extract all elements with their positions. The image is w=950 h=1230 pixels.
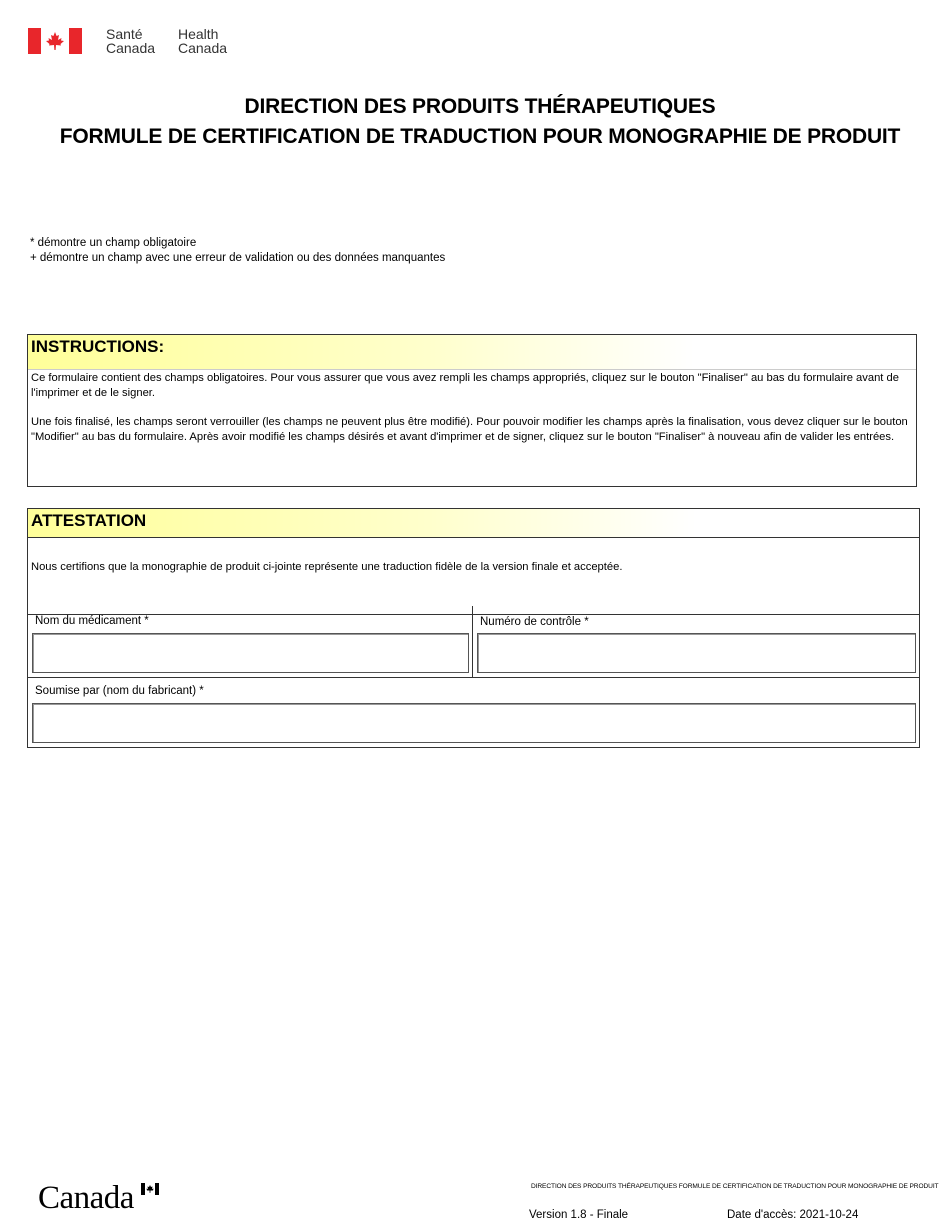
canada-wordmark: Canada <box>38 1180 134 1216</box>
title-line-1: DIRECTION DES PRODUITS THÉRAPEUTIQUES <box>244 95 716 118</box>
signature-en-line2: Canada <box>178 40 228 56</box>
footer-doc-title: DIRECTION DES PRODUITS THÉRAPEUTIQUES FORMULE DE CERTIFICATION DE TRADUCTION POUR MONOGRAPHIE DE PRODUIT <box>531 1183 939 1190</box>
drug-name-label: Nom du médicament * <box>35 615 149 627</box>
legend-error: + démontre un champ avec une erreur de validation ou des données manquantes <box>30 252 446 264</box>
signature-fr-line2: Canada <box>106 40 156 56</box>
control-number-input[interactable] <box>477 633 916 673</box>
footer-access-date: Date d'accès: 2021-10-24 <box>727 1209 859 1221</box>
wordmark-flag-icon <box>141 1183 159 1195</box>
attestation-statement: Nous certifions que la monographie de produit ci-jointe représente une traduction fidèle de la version finale et acceptée. <box>28 538 919 615</box>
field-legend <box>30 236 445 266</box>
form-title <box>0 92 950 152</box>
instructions-section <box>27 334 917 487</box>
submitted-by-label: Soumise par (nom du fabricant) * <box>35 685 204 697</box>
attestation-heading: ATTESTATION <box>28 509 919 538</box>
legend-required: * démontre un champ obligatoire <box>30 237 197 249</box>
title-line-2: FORMULE DE CERTIFICATION DE TRADUCTION POUR MONOGRAPHIE DE PRODUIT <box>59 125 901 148</box>
signature-fr-line1: Santé <box>106 26 143 42</box>
canada-flag-icon <box>28 26 82 56</box>
control-number-label: Numéro de contrôle * <box>480 616 589 628</box>
signature-en-line1: Health <box>178 26 219 42</box>
instructions-paragraph-2: Une fois finalisé, les champs seront verrouiller (les champs ne peuvent plus être modifié). Pour pouvoir modifier les champs après la finalisation, vous devez cliquer sur le bouton "Modifier" au bas du formulaire. Après avoir modifié les champs désirés et avant d'imprimer et de signer, cliquez sur le bouton "Finaliser" à nouveau afin de valider les entrées. <box>31 416 908 443</box>
attestation-section <box>27 508 920 748</box>
drug-name-input[interactable] <box>32 633 469 673</box>
instructions-paragraph-1: Ce formulaire contient des champs obligatoires. Pour vous assurer que vous avez rempli les champs appropriés, cliquez sur le bouton "Finaliser" au bas du formulaire avant de l'imprimer et de le signer. <box>31 372 899 399</box>
instructions-heading: INSTRUCTIONS: <box>28 335 916 370</box>
submitted-by-input[interactable] <box>32 703 916 743</box>
footer-version: Version 1.8 - Finale <box>529 1209 629 1221</box>
